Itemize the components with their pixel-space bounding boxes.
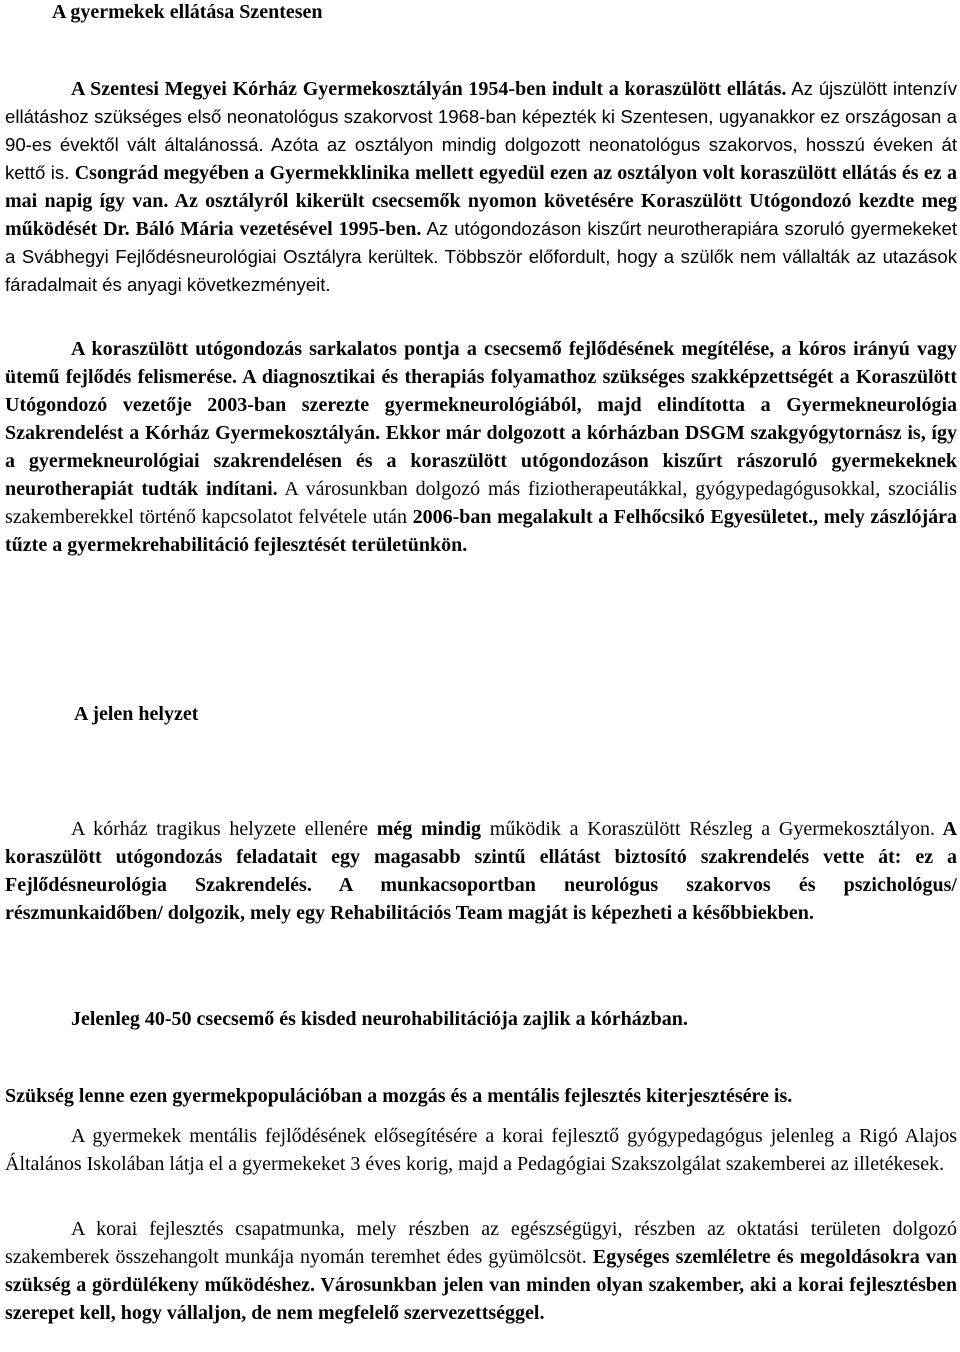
aftercare-association-text: 2006-ban megalakult a Felhőcsikó Egyesületet., mely zászlójára tűzte a gyermekrehabilitáció fejlesztését területünkön. [5,506,957,556]
paragraph-current-situation [5,815,957,927]
teamwork-conclusion: Egységes szemléletre és megoldásokra van szükség a gördülékeny működéshez. Városunkban jelen van minden olyan szakember, aki a korai fejlesztésben szerepet kell, hogy vállaljon, de nem megfelelő szervezettséggel. [5,1246,958,1324]
teamwork-text: A korai fejlesztés csapatmunka, mely részben az egészségügyi, részben az oktatási területen dolgozó szakemberek összehangolt munkája nyomán teremhet édes gyümölcsöt. [5,1218,957,1268]
document-title: A gyermekek ellátása Szentesen [52,1,323,23]
need-text: Szükség lenne ezen gyermekpopulációban a mozgás és a mentális fejlesztés kiterjesztésére is. [5,1085,793,1107]
patient-count-text: Jelenleg 40-50 csecsemő és kisded neurohabilitációja zajlik a kórházban. [71,1008,688,1030]
current-still-emphasis: még mindig [376,818,482,840]
paragraph-mental-development [5,1122,957,1178]
history-csongrad-text: Csongrád megyében a Gyermekklinika mellett egyedül ezen az osztályon volt koraszülött ellátás és ez a mai napig így van. Az osztályról kikerült csecsemők nyomon követésére Koraszülött Utógondozó kezdte meg működését Dr. Báló Mária vezetésével 1995-ben. [5,162,957,240]
current-lead: A kórház tragikus helyzete ellenére [71,818,377,840]
history-referral-text: Az utógondozáson kiszűrt neurotherapiára szoruló gyermekeket a Svábhegyi Fejlődésneurológiai Osztályra kerültek. Többször előfordult, hogy a szülők nem vállalták az utazások fáradalmait és anyagi következményeit. [5,218,957,295]
paragraph-aftercare [5,335,957,559]
mental-development-text: A gyermekek mentális fejlődésének elősegítésére a korai fejlesztő gyógypedagógus jelenleg a Rigó Alajos Általános Iskolában látja el a gyermekeket 3 éves korig, majd a Pedagógiai Szakszolgálat szakemberei az illetékesek. [5,1125,957,1175]
current-unit-text: működik a Koraszülött Részleg a Gyermekosztályon. [481,818,935,840]
current-team-text: A koraszülött utógondozás feladatait egy magasabb szintű ellátást biztosító szakrendelés vette át: ez a Fejlődésneurológia Szakrendelés. A munkacsoportban neurológus szakorvos és pszichológus/ részmunkaidőben/ dolgozik, mely egy Rehabilitációs Team magját is képezheti a későbbiekben. [5,818,958,924]
paragraph-history [5,75,957,299]
section-heading-current: A jelen helyzet [74,703,199,725]
paragraph-need [5,1082,957,1110]
aftercare-key-text: A koraszülött utógondozás sarkalatos pontja a csecsemő fejlődésének megítélése, a kóros irányú vagy ütemű fejlődés felismerése. A diagnosztikai és therapiás folyamathoz szükséges szakképzettségét a Koraszülött Utógondozó vezetője 2003-ban szerezte gyermekneurológiából, majd elindította a Gyermekneurológia Szakrendelést a Kórház Gyermekosztályán. Ekkor már dolgozott a kórházban DSGM szakgyógytornász is, így a gyermekneurológiai szakrendelésen és a koraszülött utógondozáson kiszűrt rászoruló gyermekeknek neurotherapiát tudták indítani. [5,338,957,500]
paragraph-patient-count [5,1005,957,1033]
paragraph-teamwork [5,1215,957,1327]
aftercare-contacts-text: A városunkban dolgozó más fiziotherapeutákkal, gyógypedagógusokkal, szociális szakemberekkel történő kapcsolatot felvétele után [5,478,957,528]
history-lead: A Szentesi Megyei Kórház Gyermekosztályán 1954-ben indult a koraszülött ellátás. [71,78,787,100]
history-neonatology-text: Az újszülött intenzív ellátáshoz szükséges első neonatológus szakorvost 1968-ban képezték ki Szentesen, ugyanakkor ez országosan a 90-es évektől vált általánossá. Azóta az osztályon mindig dolgozott neonatológus szakorvos, hosszú éveken át kettő is. [5,78,957,183]
